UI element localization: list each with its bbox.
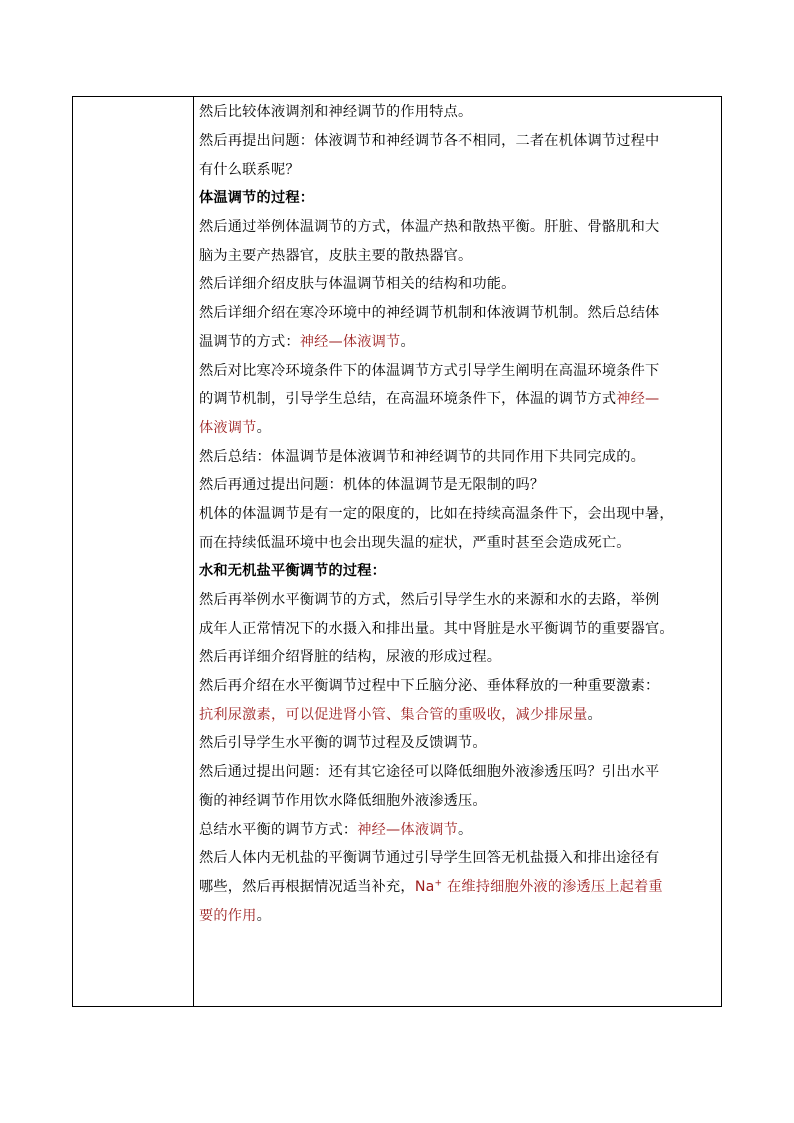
highlight-text: 抗利尿激素，可以促进肾小管、集合管的重吸收，减少排尿量 xyxy=(199,706,588,723)
text-line: 然后对比寒冷环境条件下的体温调节方式引导学生阐明在高温环境条件下 xyxy=(199,362,660,379)
highlight-text: 要的作用 xyxy=(199,907,257,924)
superscript-text: + xyxy=(434,878,443,889)
text-line: 的调节机制，引导学生总结，在高温环境条件下，体温的调节方式神经— xyxy=(199,391,660,408)
text-line: 而在持续低温环境中也会出现失温的症状，严重时甚至会造成死亡。 xyxy=(199,534,631,551)
text-line: 机体的体温调节是有一定的限度的，比如在持续高温条件下，会出现中暑， xyxy=(199,505,674,522)
section-heading: 体温调节的过程： xyxy=(199,190,315,207)
text-line: 然后引导学生水平衡的调节过程及反馈调节。 xyxy=(199,735,487,752)
text-line: 抗利尿激素，可以促进肾小管、集合管的重吸收，减少排尿量。 xyxy=(199,706,602,723)
text-line: 然后再举例水平衡调节的方式，然后引导学生水的来源和水的去路，举例 xyxy=(199,592,660,608)
content-cell xyxy=(199,97,719,930)
section-heading: 水和无机盐平衡调节的过程： xyxy=(199,563,387,580)
text-line: 成年人正常情况下的水摄入和排出量。其中肾脏是水平衡调节的重要器官。 xyxy=(199,620,674,637)
highlight-text: 神经—体液调节 xyxy=(299,333,401,350)
text-line: 然后通过提出问题：还有其它途径可以降低细胞外液渗透压吗？引出水平 xyxy=(199,764,660,781)
highlight-text: 神经—体液调节 xyxy=(357,821,458,838)
text-line: 然后再通过提出问题：机体的体温调节是无限制的吗？ xyxy=(199,477,545,494)
text-line: 衡的神经调节作用饮水降低细胞外液渗透压。 xyxy=(199,792,487,809)
text-line: 总结水平衡的调节方式：神经—体液调节。 xyxy=(199,821,473,838)
text-line: 温调节的方式：神经—体液调节。 xyxy=(199,333,415,350)
text-line: 然后比较体液调剂和神经调节的作用特点。 xyxy=(199,104,473,120)
text-line: 然后通过举例体温调节的方式，体温产热和散热平衡。肝脏、骨骼肌和大 xyxy=(199,219,660,236)
text-line: 有什么联系呢？ xyxy=(199,161,300,178)
highlight-text: 在维持细胞外液的渗透压上起着重 xyxy=(442,878,663,895)
highlight-text: Na xyxy=(414,878,435,895)
text-line: 然后再详细介绍肾脏的结构，尿液的形成过程。 xyxy=(199,649,502,666)
lesson-table xyxy=(72,96,722,1007)
highlight-text: 神经— xyxy=(616,391,660,408)
text-line: 然后详细介绍在寒冷环境中的神经调节机制和体液调节机制。然后总结体 xyxy=(199,305,660,322)
text-line: 然后再介绍在水平衡调节过程中下丘脑分泌、垂体释放的一种重要激素： xyxy=(199,678,660,695)
text-line: 然后详细介绍皮肤与体温调节相关的结构和功能。 xyxy=(199,276,516,293)
empty-left-cell xyxy=(73,97,194,1006)
highlight-text: 体液调节 xyxy=(199,419,257,436)
text-line: 然后总结：体温调节是体液调节和神经调节的共同作用下共同完成的。 xyxy=(199,448,646,465)
text-line: 体液调节。 xyxy=(199,419,271,436)
text-line: 然后再提出问题：体液调节和神经调节各不相同，二者在机体调节过程中 xyxy=(199,133,660,149)
text-line: 脑为主要产热器官，皮肤主要的散热器官。 xyxy=(199,247,473,264)
text-line: 要的作用。 xyxy=(199,907,271,924)
text-line: 然后人体内无机盐的平衡调节通过引导学生回答无机盐摄入和排出途径有 xyxy=(199,850,660,867)
text-line: 哪些，然后再根据情况适当补充，Na+ 在维持细胞外液的渗透压上起着重 xyxy=(199,878,663,895)
